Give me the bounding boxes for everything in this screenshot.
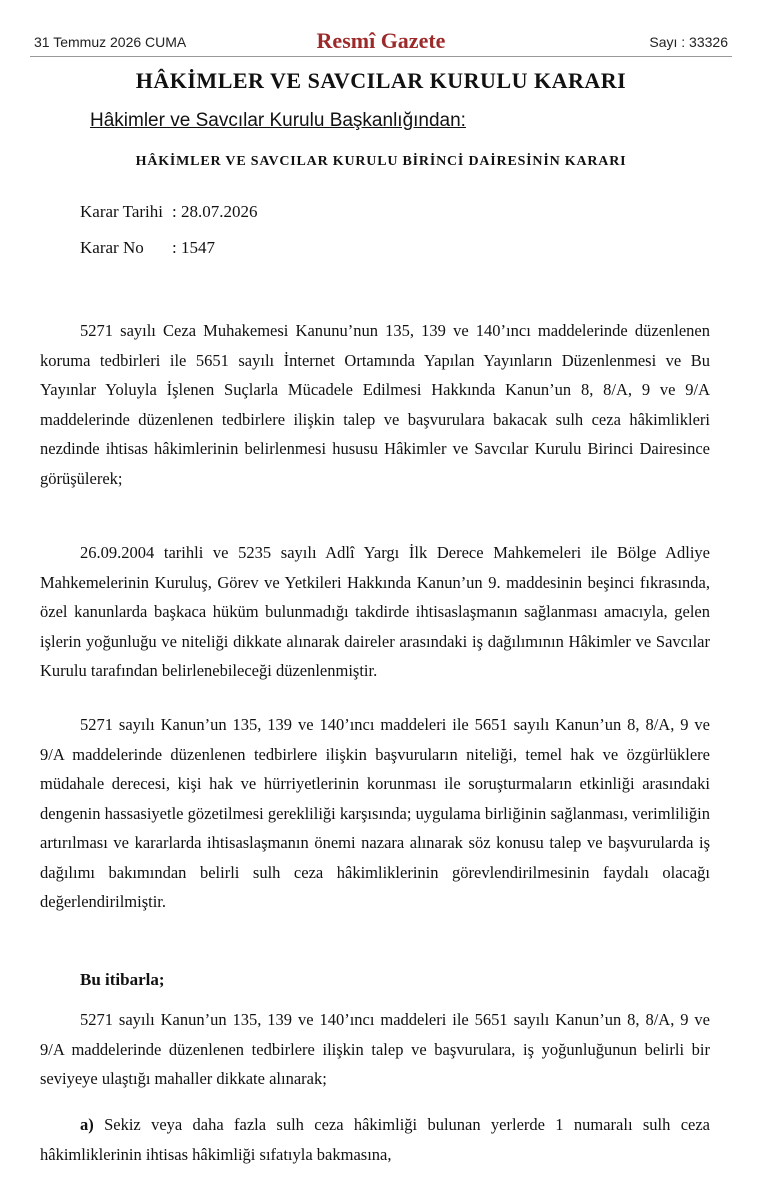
decision-date-label: Karar Tarihi	[80, 202, 163, 221]
header-date: 31 Temmuz 2026 CUMA	[34, 34, 187, 50]
decision-date-value: : 28.07.2026	[172, 202, 258, 221]
decision-number-value: : 1547	[172, 238, 215, 257]
issuing-authority: Hâkimler ve Savcılar Kurulu Başkanlığından:	[90, 110, 466, 131]
gazette-name: Resmî Gazete	[316, 28, 446, 53]
paragraph-2: 26.09.2004 tarihli ve 5235 sayılı Adlî Yargı İlk Derece Mahkemeleri ile Bölge Adliye Mahkemelerinin Kuruluş, Görev ve Yetkileri Hakkında Kanun’un 9. maddesinin beşinci fıkrasında, özel kanunlarda başkaca hüküm bulunmadığı takdirde ihtisaslaşmanın sağlanması amacıyla, gelen işlerin yoğunluğu ve niteliği dikkate alınarak daireler arasındaki iş dağılımının Hâkimler ve Savcılar Kurulu tarafından belirlenebileceği düzenlenmiştir.	[40, 543, 710, 680]
list-item-a-text: Sekiz veya daha fazla sulh ceza hâkimliği bulunan yerlerde 1 numaralı sulh ceza hâkimliklerinin ihtisas hâkimliği sıfatıyla bakmasına,	[40, 1115, 710, 1164]
list-item-a-letter: a)	[80, 1115, 94, 1134]
decision-number-label: Karar No	[80, 238, 144, 257]
paragraph-3: 5271 sayılı Kanun’un 135, 139 ve 140’ıncı maddeleri ile 5651 sayılı Kanun’un 8, 8/A, 9 ve 9/A maddelerinde düzenlenen tedbirlere ilişkin başvuruların niteliği, temel hak ve özgürlüklere müdahale derecesi, kişi hak ve hürriyetlerinin korunması ile soruşturmaların etkinliği arasındaki dengenin hassasiyetle gözetilmesi gerekliliği karşısında; uygulama birliğinin sağlanması, verimliliğin artırılması ve kararlarda ihtisaslaşmanın önemi nazara alınarak söz konusu talep ve başvurularda iş dağılımı bakımından belirli sulh ceza hâkimliklerinin görevlendirilmesinin faydalı olacağı değerlendirilmiştir.	[40, 715, 710, 911]
paragraph-1: 5271 sayılı Ceza Muhakemesi Kanunu’nun 135, 139 ve 140’ıncı maddelerinde düzenlenen koruma tedbirleri ile 5651 sayılı İnternet Ortamında Yapılan Yayınların Düzenlenmesi ve Bu Yayınlar Yoluyla İşlenen Suçlarla Mücadele Edilmesi Hakkında Kanun’un 8, 8/A, 9 ve 9/A maddelerinde düzenlenen tedbirlere ilişkin talep ve başvurulara bakacak sulh ceza hâkimlikleri nezdinde ihtisas hâkimlerinin belirlenmesi hususu Hâkimler ve Savcılar Kurulu Birinci Dairesince görüşülerek;	[40, 321, 710, 488]
list-item-a	[40, 1110, 710, 1169]
page-title: HÂKİMLER VE SAVCILAR KURULU KARARI	[135, 68, 627, 93]
section-title: HÂKİMLER VE SAVCILAR KURULU BİRİNCİ DAİRESİNİN KARARI	[135, 154, 627, 169]
header-issue: Sayı : 33326	[649, 34, 728, 50]
decision-number	[80, 238, 215, 258]
paragraph-4: 5271 sayılı Kanun’un 135, 139 ve 140’ıncı maddeleri ile 5651 sayılı Kanun’un 8, 8/A, 9 ve 9/A maddelerinde düzenlenen tedbirlere ilişkin talep ve başvurulara, iş yoğunluğunun belirli bir seviyeye ulaştığı mahaller dikkate alınarak;	[40, 1010, 710, 1088]
decision-date	[80, 202, 257, 222]
bu-itibarla-heading: Bu itibarla;	[80, 970, 165, 989]
header-divider	[30, 56, 732, 57]
gazette-header	[0, 26, 762, 56]
